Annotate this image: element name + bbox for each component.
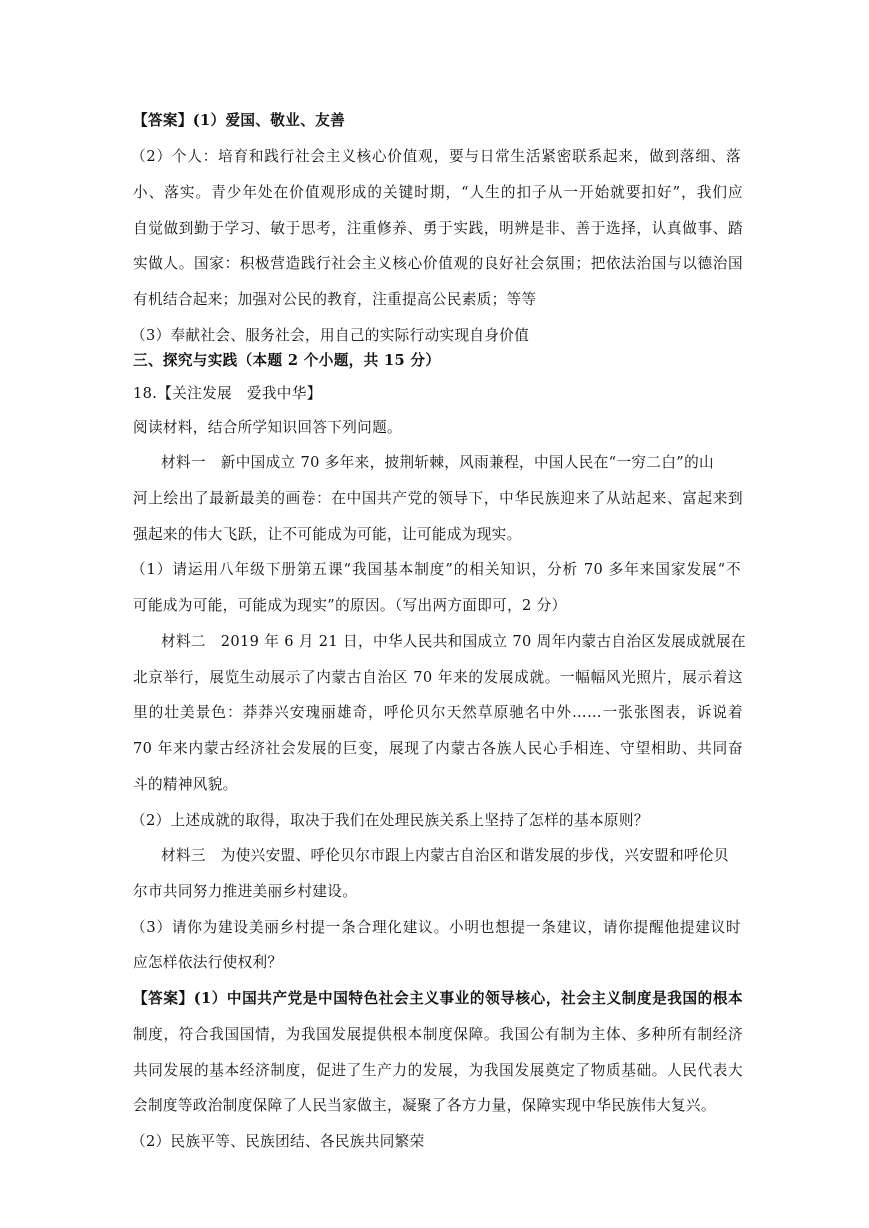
answer-18-line-5: （2）民族平等、民族团结、各民族共同繁荣 [131,1133,425,1150]
answer-line-4: 自觉做到勤于学习、敏于思考，注重修养、勇于实践，明辨是非、善于选择，认真做事、踏 [133,220,743,237]
question-title: 18.【关注发展 爱我中华】 [133,385,322,402]
answer-18-line-3: 共同发展的基本经济制度，促进了生产力的发展，为我国发展奠定了物质基础。人民代表大 [133,1062,743,1079]
material-two-line-2: 北京举行，展览生动展示了内蒙古自治区 70 年来的发展成就。一幅幅风光照片，展示着这 [133,669,743,686]
answer-18-line-1: 【答案】(1）中国共产党是中国特色社会主义事业的领导核心，社会主义制度是我国的根本 [133,990,743,1007]
material-two-line-5: 斗的精神风貌。 [133,776,238,793]
material-one-line-1: 材料一 新中国成立 70 多年来，披荆斩棘，风雨兼程，中国人民在“一穷二白”的山 [161,454,714,471]
material-three-line-2: 尔市共同努力推进美丽乡村建设。 [133,883,358,900]
material-two-line-4: 70 年来内蒙古经济社会发展的巨变，展现了内蒙古各族人民心手相连、守望相助、共同奋 [133,740,743,757]
material-one-line-2: 河上绘出了最新最美的画卷：在中国共产党的领导下，中华民族迎来了从站起来、富起来到 [133,490,743,507]
question-one-line-2: 可能成为可能，可能成为现实”的原因。（写出两方面即可，2 分） [133,597,567,614]
question-two: （2）上述成就的取得，取决于我们在处理民族关系上坚持了怎样的基本原则？ [131,812,649,829]
answer-line-3: 小、落实。青少年处在价值观形成的关键时期，“人生的扣子从一开始就要扣好”，我们应 [133,184,743,201]
question-three-line-1: （3）请你为建设美丽乡村提一条合理化建议。小明也想提一条建议，请你提醒他提建议时 [131,919,741,936]
question-instruction: 阅读材料，结合所学知识回答下列问题。 [133,419,402,436]
answer-line-6: 有机结合起来；加强对公民的教育，注重提高公民素质；等等 [133,291,537,308]
answer-18-line-2: 制度，符合我国国情，为我国发展提供根本制度保障。我国公有制为主体、多种所有制经济 [133,1026,743,1043]
material-three-line-1: 材料三 为使兴安盟、呼伦贝尔市跟上内蒙古自治区和谐发展的步伐，兴安盟和呼伦贝 [161,847,729,864]
section-heading: 三、探究与实践（本题 2 个小题，共 15 分） [133,352,441,369]
material-two-line-3: 里的壮美景色：莽莽兴安瑰丽雄奇，呼伦贝尔天然草原驰名中外……一张张图表，诉说着 [133,704,743,721]
answer-line-7: （3）奉献社会、服务社会，用自己的实际行动实现自身价值 [131,327,530,344]
question-three-line-2: 应怎样依法行使权利？ [133,954,283,971]
question-one-line-1: （1）请运用八年级下册第五课“我国基本制度”的相关知识，分析 70 多年来国家发展“不 [131,561,741,578]
answer-18-line-4: 会制度等政治制度保障了人民当家做主，凝聚了各方力量，保障实现中华民族伟大复兴。 [133,1097,716,1114]
material-two-line-1: 材料二 2019 年 6 月 21 日，中华人民共和国成立 70 周年内蒙古自治区发展成就展在 [161,633,746,650]
answer-line-5: 实做人。国家：积极营造践行社会主义核心价值观的良好社会氛围；把依法治国与以德治国 [133,255,743,272]
answer-line-1: 【答案】(1）爱国、敬业、友善 [133,112,346,129]
answer-line-2: （2）个人：培育和践行社会主义核心价值观，要与日常生活紧密联系起来，做到落细、落 [131,148,741,165]
material-one-line-3: 强起来的伟大飞跃，让不可能成为可能，让可能成为现实。 [133,526,522,543]
